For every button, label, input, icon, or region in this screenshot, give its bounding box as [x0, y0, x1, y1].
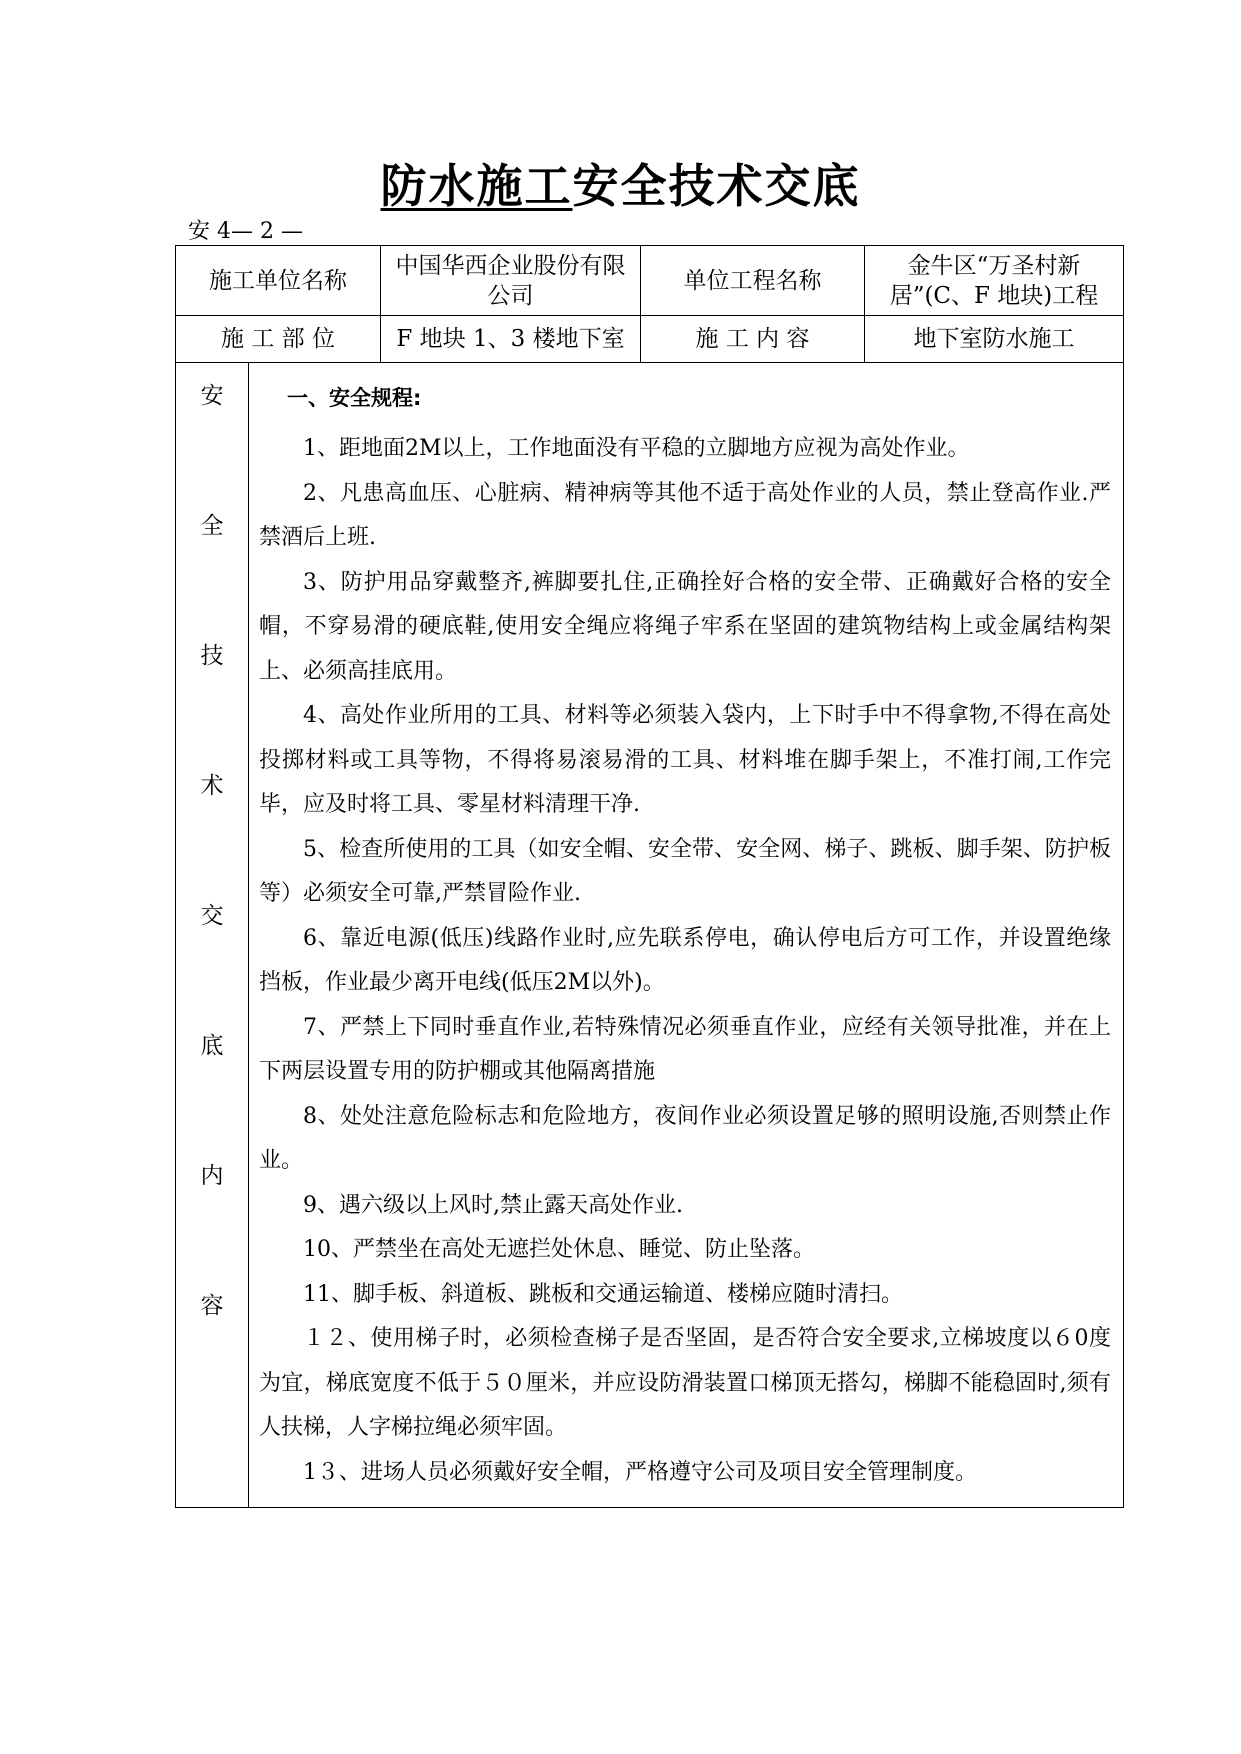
rule-item: 7、严禁上下同时垂直作业,若特殊情况必须垂直作业，应经有关领导批准，并在上下两层设置专用的防护棚或其他隔离措施 — [259, 1014, 1111, 1084]
side-char: 安 — [200, 383, 224, 409]
rule-item: 10、严禁坐在高处无遮拦处休息、睡觉、防止坠落。 — [303, 1237, 815, 1262]
rule-item: 1３、进场人员必须戴好安全帽，严格遵守公司及项目安全管理制度。 — [303, 1459, 977, 1485]
project-label: 单位工程名称 — [641, 246, 865, 316]
content-value: 地下室防水施工 — [865, 316, 1124, 363]
header-row-1 — [176, 246, 1124, 316]
content-row — [176, 363, 1124, 1508]
side-char: 内 — [200, 1163, 224, 1189]
side-char: 技 — [200, 643, 224, 669]
rule-item: １２、使用梯子时，必须检查梯子是否坚固，是否符合安全要求,立梯坡度以６0度为宜，梯底宽度不低于５０厘米，并应设防滑装置口梯顶无搭勾，梯脚不能稳固时,须有人扶梯，人字梯拉绳必须牢固。 — [259, 1326, 1111, 1440]
title-rest: 安全技术交底 — [572, 159, 861, 213]
side-char: 交 — [200, 903, 224, 929]
rule-item: 4、高处作业所用的工具、材料等必须装入袋内，上下时手中不得拿物,不得在高处投掷材料或工具等物，不得将易滚易滑的工具、材料堆在脚手架上，不准打闹,工作完毕，应及时将工具、零星材料清理干净. — [259, 703, 1111, 817]
part-label: 施 工 部 位 — [176, 316, 381, 363]
rule-item: 11、脚手板、斜道板、跳板和交通运输道、楼梯应随时清扫。 — [303, 1281, 903, 1307]
rule-item: 6、靠近电源(低压)线路作业时,应先联系停电，确认停电后方可工作，并设置绝缘挡板，作业最少离开电线(低压2M以外)。 — [259, 925, 1111, 995]
unit-label: 施工单位名称 — [176, 246, 381, 316]
part-value: F 地块 1、3 楼地下室 — [381, 316, 641, 363]
side-char: 术 — [200, 773, 224, 799]
unit-value: 中国华西企业股份有限公司 — [381, 246, 641, 316]
section-title: 一、安全规程: — [287, 386, 422, 410]
disclosure-table — [175, 245, 1124, 1508]
project-value: 金牛区“万圣村新居”(C、F 地块)工程 — [865, 246, 1124, 316]
rule-item: 5、检查所使用的工具（如安全帽、安全带、安全网、梯子、跳板、脚手架、防护板等）必须安全可靠,严禁冒险作业. — [259, 836, 1111, 906]
content-label: 施 工 内 容 — [641, 316, 865, 363]
side-char: 底 — [200, 1033, 224, 1059]
rule-item: 2、凡患高血压、心脏病、精神病等其他不适于高处作业的人员，禁止登高作业.严禁酒后上班. — [259, 480, 1111, 550]
document-number: 安 4— 2 — — [188, 219, 303, 244]
content-body — [249, 363, 1124, 1508]
rule-item: 9、遇六级以上风时,禁止露天高处作业. — [303, 1192, 683, 1218]
rule-item: 8、处处注意危险标志和危险地方，夜间作业必须设置足够的照明设施,否则禁止作业。 — [259, 1103, 1111, 1173]
header-row-2 — [176, 316, 1124, 363]
title-underlined: 防水施工 — [380, 159, 573, 213]
rule-item: 1、距地面2M以上，工作地面没有平稳的立脚地方应视为高处作业。 — [303, 436, 970, 461]
side-label — [176, 363, 249, 1508]
page-title — [0, 150, 1241, 216]
side-char: 全 — [200, 513, 224, 539]
side-char: 容 — [200, 1293, 224, 1319]
rule-item: 3、防护用品穿戴整齐,裤脚要扎住,正确拴好合格的安全带、正确戴好合格的安全帽，不穿易滑的硬底鞋,使用安全绳应将绳子牢系在坚固的建筑物结构上或金属结构架上、必须高挂底用。 — [259, 569, 1111, 684]
